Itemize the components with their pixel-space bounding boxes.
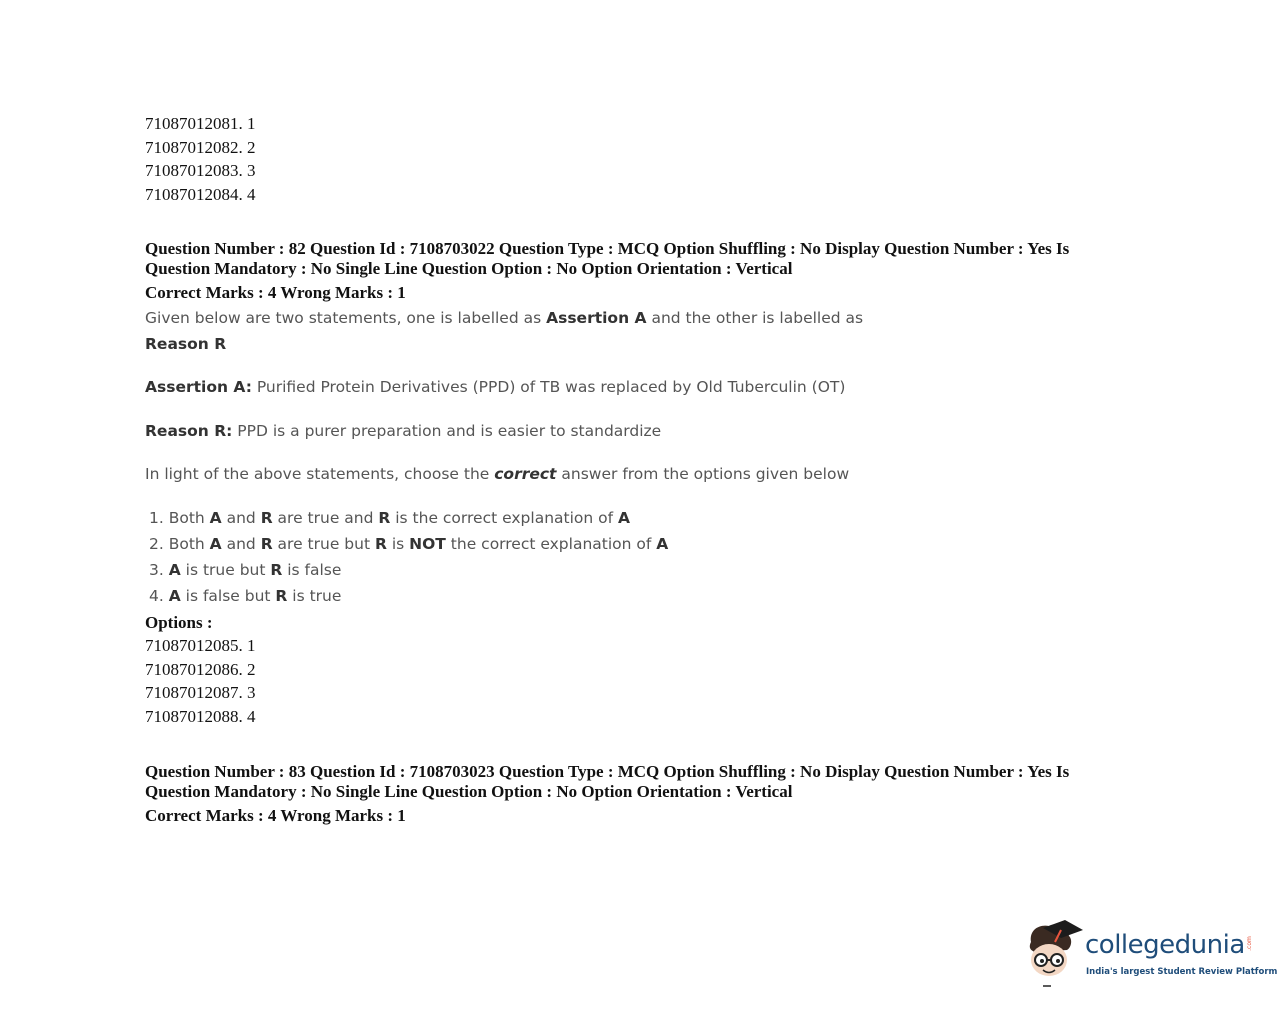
q82-header: [145, 239, 1105, 279]
option-item: 71087012088. 4: [145, 707, 256, 727]
q82-choices: [149, 505, 668, 609]
q83-header: [145, 762, 1105, 802]
q82-instruction: In light of the above statements, choose the correct answer from the options given below: [145, 465, 850, 483]
choice-item: 3. A is true but R is false: [149, 561, 342, 579]
q82-options-label: Options :: [145, 613, 213, 632]
q82-header-line2: Question Mandatory : No Single Line Question Option : No Option Orientation : Vertical: [145, 259, 793, 278]
option-item: 71087012081. 1: [145, 114, 256, 133]
q82-assertion: Assertion A: Purified Protein Derivatives (PPD) of TB was replaced by Old Tuberculin (OT): [145, 378, 846, 396]
q83-header-line2: Question Mandatory : No Single Line Question Option : No Option Orientation : Vertical: [145, 782, 793, 801]
option-item: 71087012083. 3: [145, 161, 256, 181]
logo-wordmark: collegedunia: [1085, 930, 1245, 960]
option-item: 71087012086. 2: [145, 659, 256, 679]
option-item: 71087012087. 3: [145, 683, 256, 703]
q82-intro: Given below are two statements, one is labelled as Assertion A and the other is labelled as: [145, 309, 864, 327]
option-item: 71087012085. 1: [145, 636, 256, 655]
logo-tagline: India's largest Student Review Platform: [1086, 967, 1278, 977]
collegedunia-logo: [1025, 918, 1278, 990]
q83-marks: Correct Marks : 4 Wrong Marks : 1: [145, 806, 406, 825]
choice-item: 4. A is false but R is true: [149, 587, 342, 605]
choice-item: 2. Both A and R are true but R is NOT the correct explanation of A: [149, 535, 669, 553]
top-options-list: [145, 112, 256, 207]
logo-com: .com: [1245, 936, 1253, 951]
q82-marks: Correct Marks : 4 Wrong Marks : 1: [145, 283, 406, 302]
option-item: 71087012082. 2: [145, 137, 256, 157]
option-item: 71087012084. 4: [145, 185, 256, 205]
mascot-icon: [1025, 918, 1087, 990]
q83-header-line1: Question Number : 83 Question Id : 7108703023 Question Type : MCQ Option Shuffling : No Display Question Number : Yes Is: [145, 762, 1070, 781]
q82-intro-reason: Reason R: [145, 335, 227, 353]
q82-reason: Reason R: PPD is a purer preparation and is easier to standardize: [145, 422, 662, 440]
q82-options-list: [145, 634, 256, 729]
q82-header-line1: Question Number : 82 Question Id : 7108703022 Question Type : MCQ Option Shuffling : No Display Question Number : Yes Is: [145, 239, 1070, 258]
choice-item: 1. Both A and R are true and R is the correct explanation of A: [149, 509, 630, 527]
